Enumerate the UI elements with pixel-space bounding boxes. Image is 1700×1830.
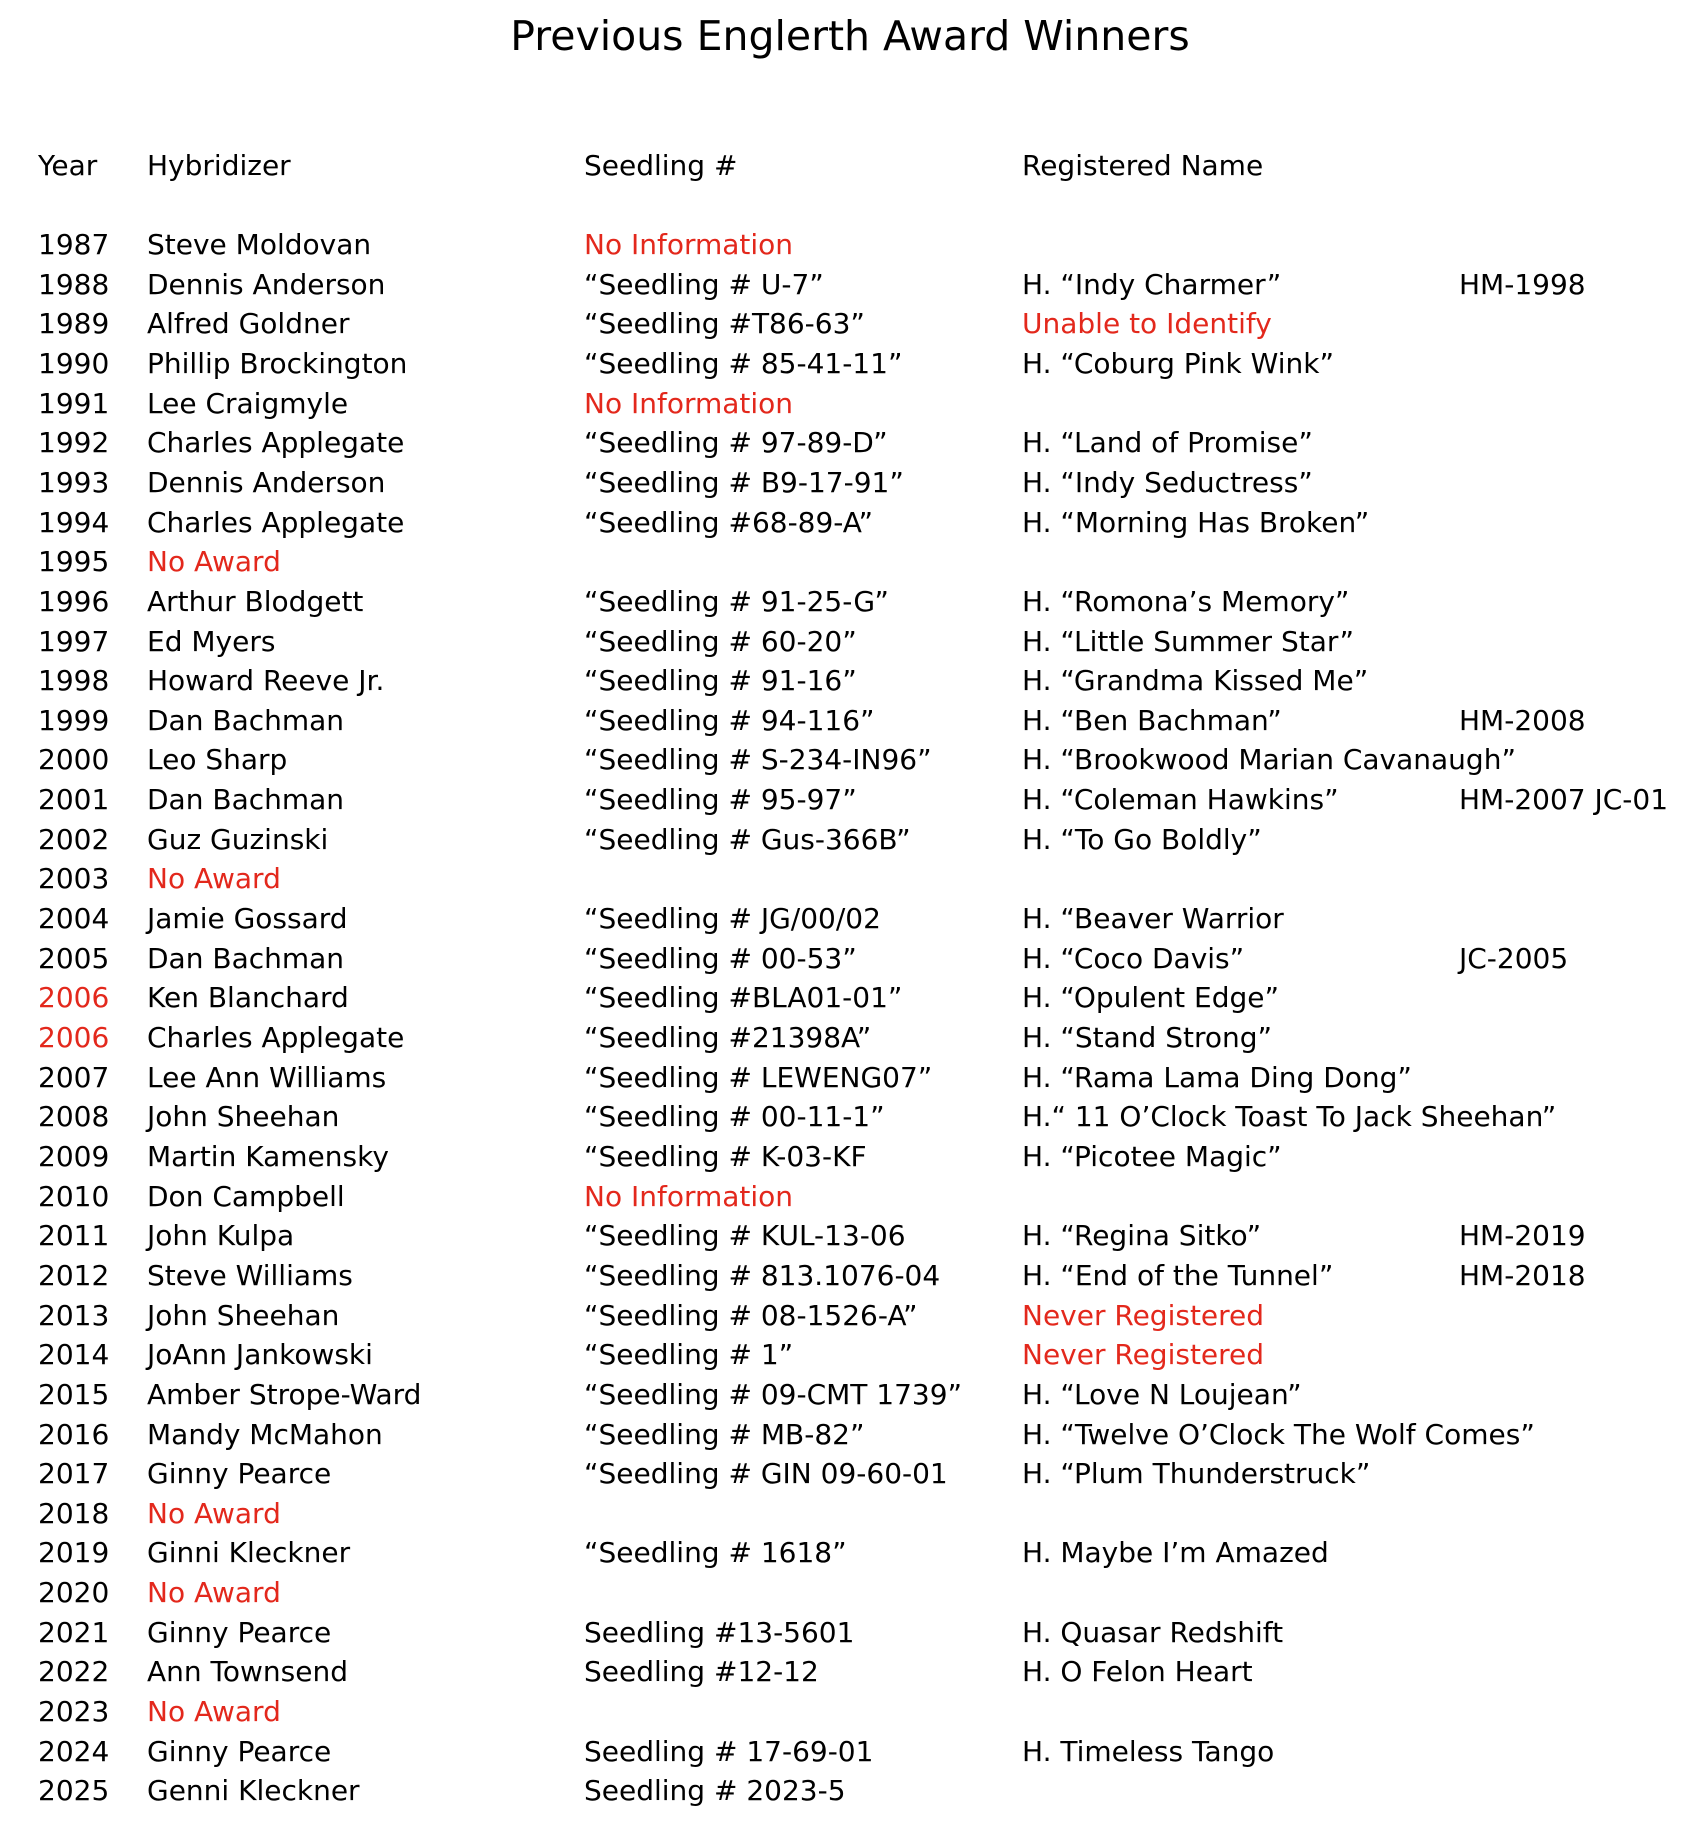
seedling-cell: “Seedling # 08-1526-A” xyxy=(584,1299,918,1332)
table-row xyxy=(0,1494,1700,1533)
year-cell: 1999 xyxy=(38,704,110,737)
year-cell: 2013 xyxy=(38,1299,110,1332)
hybridizer-cell: Phillip Brockington xyxy=(147,347,408,380)
year-cell: 2017 xyxy=(38,1457,110,1490)
hybridizer-cell: Ed Myers xyxy=(147,625,276,658)
table-row xyxy=(0,384,1700,423)
registered-name-cell: H. “Stand Strong” xyxy=(1022,1021,1273,1054)
year-cell: 1997 xyxy=(38,625,110,658)
seedling-cell: “Seedling # 00-11-1” xyxy=(584,1100,885,1133)
registered-name-cell: Never Registered xyxy=(1022,1338,1265,1371)
seedling-cell: “Seedling # 813.1076-04 xyxy=(584,1259,941,1292)
hybridizer-cell: Genni Kleckner xyxy=(147,1774,360,1807)
year-cell: 2002 xyxy=(38,823,110,856)
table-row xyxy=(0,1613,1700,1652)
seedling-cell: Seedling # 17-69-01 xyxy=(584,1735,874,1768)
registered-name-cell: H. “Romona’s Memory” xyxy=(1022,585,1350,618)
hybridizer-cell: Dan Bachman xyxy=(147,783,345,816)
table-row xyxy=(0,225,1700,264)
table-row xyxy=(0,701,1700,740)
hybridizer-cell: Mandy McMahon xyxy=(147,1418,383,1451)
year-cell: 2024 xyxy=(38,1735,110,1768)
hybridizer-cell: John Sheehan xyxy=(147,1100,340,1133)
seedling-cell: “Seedling # MB-82” xyxy=(584,1418,865,1451)
page-title: Previous Englerth Award Winners xyxy=(510,12,1190,60)
registered-name-cell: H. “End of the Tunnel” xyxy=(1022,1259,1334,1292)
registered-name-cell: H. “Ben Bachman” xyxy=(1022,704,1282,737)
seedling-cell: “Seedling #T86-63” xyxy=(584,307,865,340)
year-cell: 2011 xyxy=(38,1219,110,1252)
seedling-cell: Seedling #13-5601 xyxy=(584,1616,855,1649)
registered-name-cell: H. “Little Summer Star” xyxy=(1022,625,1355,658)
seedling-cell: “Seedling # B9-17-91” xyxy=(584,466,904,499)
header-row xyxy=(0,146,1700,185)
hybridizer-cell: No Award xyxy=(147,545,281,578)
seedling-cell: “Seedling # 00-53” xyxy=(584,942,857,975)
seedling-cell: “Seedling #BLA01-01” xyxy=(584,981,903,1014)
hybridizer-cell: No Award xyxy=(147,1695,281,1728)
seedling-cell: “Seedling # K-03-KF xyxy=(584,1140,867,1173)
table-row xyxy=(0,1415,1700,1454)
registered-name-cell: H. “Brookwood Marian Cavanaugh” xyxy=(1022,743,1516,776)
hybridizer-cell: Alfred Goldner xyxy=(147,307,350,340)
table-row xyxy=(0,304,1700,343)
award-note-cell: HM-2007 JC-01 xyxy=(1459,783,1669,816)
table-row xyxy=(0,1335,1700,1374)
year-cell: 2007 xyxy=(38,1061,110,1094)
registered-name-cell: H. “Land of Promise” xyxy=(1022,426,1313,459)
hybridizer-cell: Dennis Anderson xyxy=(147,466,386,499)
seedling-cell: “Seedling # 94-116” xyxy=(584,704,875,737)
year-cell: 1995 xyxy=(38,545,110,578)
seedling-cell: Seedling #12-12 xyxy=(584,1655,819,1688)
year-cell: 2014 xyxy=(38,1338,110,1371)
table-row xyxy=(0,542,1700,581)
table-row xyxy=(0,1177,1700,1216)
hybridizer-cell: Charles Applegate xyxy=(147,426,405,459)
registered-name-cell: H. “Plum Thunderstruck” xyxy=(1022,1457,1371,1490)
hybridizer-cell: Steve Williams xyxy=(147,1259,353,1292)
hybridizer-cell: Ann Townsend xyxy=(147,1655,349,1688)
seedling-cell: “Seedling # GIN 09-60-01 xyxy=(584,1457,948,1490)
table-row xyxy=(0,503,1700,542)
table-row xyxy=(0,423,1700,462)
table-row xyxy=(0,1296,1700,1335)
table-row xyxy=(0,1137,1700,1176)
registered-name-cell: H. “Beaver Warrior xyxy=(1022,902,1284,935)
hybridizer-cell: JoAnn Jankowski xyxy=(147,1338,373,1371)
registered-name-cell: H. “Morning Has Broken” xyxy=(1022,506,1370,539)
award-note-cell: JC-2005 xyxy=(1459,942,1569,975)
year-cell: 1992 xyxy=(38,426,110,459)
registered-name-cell: Unable to Identify xyxy=(1022,307,1272,340)
registered-name-cell: H. “Picotee Magic” xyxy=(1022,1140,1282,1173)
hybridizer-cell: Dennis Anderson xyxy=(147,268,386,301)
hybridizer-cell: Ginny Pearce xyxy=(147,1735,332,1768)
seedling-cell: “Seedling # 85-41-11” xyxy=(584,347,903,380)
table-row xyxy=(0,1573,1700,1612)
table-row xyxy=(0,1375,1700,1414)
table-row xyxy=(0,1058,1700,1097)
seedling-cell: No Information xyxy=(584,228,794,261)
seedling-cell: “Seedling # 97-89-D” xyxy=(584,426,888,459)
year-cell: 1989 xyxy=(38,307,110,340)
award-note-cell: HM-2018 xyxy=(1459,1259,1586,1292)
year-cell: 2025 xyxy=(38,1774,110,1807)
registered-name-cell: Never Registered xyxy=(1022,1299,1265,1332)
hybridizer-cell: Ginni Kleckner xyxy=(147,1536,351,1569)
registered-name-cell: H. “To Go Boldly” xyxy=(1022,823,1262,856)
header-hybridizer: Hybridizer xyxy=(147,149,291,182)
table-row xyxy=(0,820,1700,859)
hybridizer-cell: Lee Ann Williams xyxy=(147,1061,387,1094)
registered-name-cell: H. “Love N Loujean” xyxy=(1022,1378,1302,1411)
registered-name-cell: H. “Indy Seductress” xyxy=(1022,466,1313,499)
hybridizer-cell: No Award xyxy=(147,862,281,895)
table-row xyxy=(0,1216,1700,1255)
header-registered-name: Registered Name xyxy=(1022,149,1264,182)
year-cell: 2016 xyxy=(38,1418,110,1451)
registered-name-cell: H. Quasar Redshift xyxy=(1022,1616,1284,1649)
hybridizer-cell: Charles Applegate xyxy=(147,506,405,539)
year-cell: 2000 xyxy=(38,743,110,776)
year-cell: 2006 xyxy=(38,1021,110,1054)
year-cell: 2001 xyxy=(38,783,110,816)
registered-name-cell: H. “Indy Charmer” xyxy=(1022,268,1282,301)
seedling-cell: No Information xyxy=(584,1180,794,1213)
seedling-cell: “Seedling # 95-97” xyxy=(584,783,857,816)
year-cell: 1988 xyxy=(38,268,110,301)
year-cell: 2009 xyxy=(38,1140,110,1173)
table-row xyxy=(0,582,1700,621)
year-cell: 2005 xyxy=(38,942,110,975)
registered-name-cell: H. Timeless Tango xyxy=(1022,1735,1275,1768)
seedling-cell: “Seedling # 09-CMT 1739” xyxy=(584,1378,963,1411)
award-note-cell: HM-1998 xyxy=(1459,268,1586,301)
table-row xyxy=(0,1652,1700,1691)
year-cell: 1994 xyxy=(38,506,110,539)
year-cell: 1996 xyxy=(38,585,110,618)
table-row xyxy=(0,661,1700,700)
table-row xyxy=(0,939,1700,978)
seedling-cell: “Seedling # 91-16” xyxy=(584,664,857,697)
registered-name-cell: H. “Opulent Edge” xyxy=(1022,981,1280,1014)
hybridizer-cell: Ken Blanchard xyxy=(147,981,349,1014)
seedling-cell: “Seedling # 1” xyxy=(584,1338,794,1371)
year-cell: 1991 xyxy=(38,387,110,420)
year-cell: 2019 xyxy=(38,1536,110,1569)
seedling-cell: “Seedling # KUL-13-06 xyxy=(584,1219,906,1252)
hybridizer-cell: Arthur Blodgett xyxy=(147,585,364,618)
year-cell: 2022 xyxy=(38,1655,110,1688)
seedling-cell: “Seedling # 1618” xyxy=(584,1536,847,1569)
table-row xyxy=(0,344,1700,383)
seedling-cell: “Seedling # LEWENG07” xyxy=(584,1061,933,1094)
year-cell: 2021 xyxy=(38,1616,110,1649)
hybridizer-cell: Leo Sharp xyxy=(147,743,288,776)
year-cell: 1987 xyxy=(38,228,110,261)
registered-name-cell: H. “Coburg Pink Wink” xyxy=(1022,347,1334,380)
award-note-cell: HM-2019 xyxy=(1459,1219,1586,1252)
year-cell: 1998 xyxy=(38,664,110,697)
hybridizer-cell: Lee Craigmyle xyxy=(147,387,349,420)
table-row xyxy=(0,740,1700,779)
hybridizer-cell: John Sheehan xyxy=(147,1299,340,1332)
year-cell: 2023 xyxy=(38,1695,110,1728)
year-cell: 2018 xyxy=(38,1497,110,1530)
hybridizer-cell: Dan Bachman xyxy=(147,942,345,975)
year-cell: 2006 xyxy=(38,981,110,1014)
registered-name-cell: H. “Grandma Kissed Me” xyxy=(1022,664,1369,697)
table-row xyxy=(0,859,1700,898)
registered-name-cell: H. “Coleman Hawkins” xyxy=(1022,783,1339,816)
table-row xyxy=(0,1256,1700,1295)
seedling-cell: No Information xyxy=(584,387,794,420)
year-cell: 2003 xyxy=(38,862,110,895)
year-cell: 2020 xyxy=(38,1576,110,1609)
registered-name-cell: H. “Rama Lama Ding Dong” xyxy=(1022,1061,1412,1094)
table-row xyxy=(0,1533,1700,1572)
hybridizer-cell: No Award xyxy=(147,1576,281,1609)
seedling-cell: “Seedling # 60-20” xyxy=(584,625,857,658)
table-row xyxy=(0,1692,1700,1731)
seedling-cell: “Seedling # 91-25-G” xyxy=(584,585,889,618)
year-cell: 2004 xyxy=(38,902,110,935)
hybridizer-cell: Martin Kamensky xyxy=(147,1140,389,1173)
award-note-cell: HM-2008 xyxy=(1459,704,1586,737)
hybridizer-cell: Charles Applegate xyxy=(147,1021,405,1054)
hybridizer-cell: Don Campbell xyxy=(147,1180,345,1213)
hybridizer-cell: Jamie Gossard xyxy=(147,902,348,935)
registered-name-cell: H. O Felon Heart xyxy=(1022,1655,1253,1688)
table-row xyxy=(0,463,1700,502)
seedling-cell: “Seedling # U-7” xyxy=(584,268,824,301)
table-row xyxy=(0,1018,1700,1057)
registered-name-cell: H. Maybe I’m Amazed xyxy=(1022,1536,1329,1569)
seedling-cell: “Seedling #68-89-A” xyxy=(584,506,873,539)
table-row xyxy=(0,265,1700,304)
table-row xyxy=(0,1771,1700,1810)
registered-name-cell: H. “Coco Davis” xyxy=(1022,942,1245,975)
registered-name-cell: H. “Twelve O’Clock The Wolf Comes” xyxy=(1022,1418,1535,1451)
hybridizer-cell: Steve Moldovan xyxy=(147,228,372,261)
hybridizer-cell: Ginny Pearce xyxy=(147,1457,332,1490)
hybridizer-cell: John Kulpa xyxy=(147,1219,295,1252)
hybridizer-cell: Amber Strope-Ward xyxy=(147,1378,422,1411)
table-row xyxy=(0,1732,1700,1771)
year-cell: 1993 xyxy=(38,466,110,499)
registered-name-cell: H. “Regina Sitko” xyxy=(1022,1219,1262,1252)
year-cell: 2012 xyxy=(38,1259,110,1292)
header-seedling: Seedling # xyxy=(584,149,738,182)
hybridizer-cell: Guz Guzinski xyxy=(147,823,329,856)
seedling-cell: Seedling # 2023-5 xyxy=(584,1774,846,1807)
seedling-cell: “Seedling # JG/00/02 xyxy=(584,902,881,935)
table-row xyxy=(0,978,1700,1017)
hybridizer-cell: No Award xyxy=(147,1497,281,1530)
seedling-cell: “Seedling # Gus-366B” xyxy=(584,823,911,856)
table-row xyxy=(0,899,1700,938)
header-year: Year xyxy=(38,149,98,182)
year-cell: 2010 xyxy=(38,1180,110,1213)
hybridizer-cell: Howard Reeve Jr. xyxy=(147,664,385,697)
year-cell: 1990 xyxy=(38,347,110,380)
year-cell: 2008 xyxy=(38,1100,110,1133)
table-row xyxy=(0,1454,1700,1493)
table-row xyxy=(0,622,1700,661)
hybridizer-cell: Ginny Pearce xyxy=(147,1616,332,1649)
seedling-cell: “Seedling # S-234-IN96” xyxy=(584,743,932,776)
table-row xyxy=(0,780,1700,819)
hybridizer-cell: Dan Bachman xyxy=(147,704,345,737)
registered-name-cell: H.“ 11 O’Clock Toast To Jack Sheehan” xyxy=(1022,1100,1557,1133)
year-cell: 2015 xyxy=(38,1378,110,1411)
table-row xyxy=(0,1097,1700,1136)
seedling-cell: “Seedling #21398A” xyxy=(584,1021,872,1054)
